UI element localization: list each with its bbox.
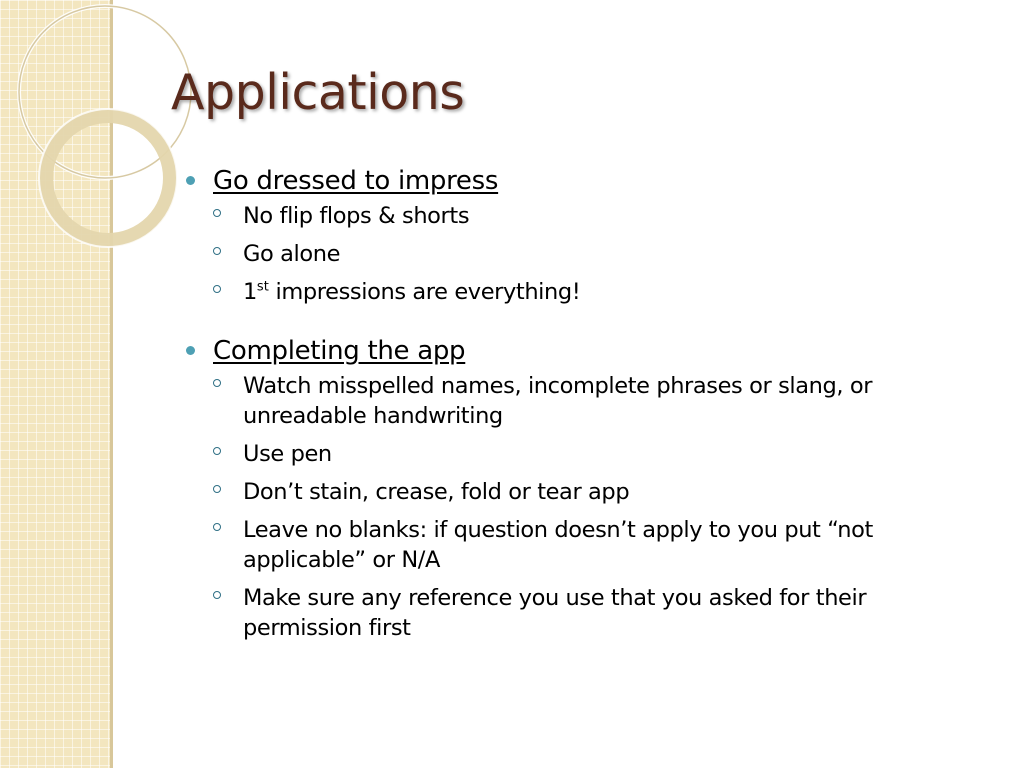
section-heading: Go dressed to impress bbox=[213, 166, 499, 196]
list-item-text: Use pen bbox=[243, 441, 332, 467]
ring-bullet-icon bbox=[213, 485, 221, 493]
ring-bullet-icon bbox=[213, 285, 221, 293]
section-completing bbox=[186, 333, 986, 643]
list-item bbox=[213, 371, 986, 431]
sub-list bbox=[213, 371, 986, 643]
ring-bullet-icon bbox=[213, 447, 221, 455]
bullet-list bbox=[186, 163, 986, 643]
list-item-text-rest: impressions are everything! bbox=[268, 279, 581, 305]
list-item bbox=[213, 277, 986, 307]
bullet-dot-icon bbox=[186, 346, 195, 355]
ordinal-number: 1 bbox=[243, 279, 257, 305]
list-item-text: Watch misspelled names, incomplete phrases or slang, or unreadable handwriting bbox=[243, 373, 873, 429]
list-item-text bbox=[243, 279, 580, 305]
list-item bbox=[213, 439, 986, 469]
ring-bullet-icon bbox=[213, 379, 221, 387]
list-item bbox=[213, 515, 986, 575]
ring-bullet-icon bbox=[213, 523, 221, 531]
list-item-text: No flip flops & shorts bbox=[243, 203, 470, 229]
list-item-text: Leave no blanks: if question doesn’t apply to you put “not applicable” or N/A bbox=[243, 517, 873, 573]
list-item bbox=[213, 239, 986, 269]
section-dress bbox=[186, 163, 986, 307]
list-item-text: Don’t stain, crease, fold or tear app bbox=[243, 479, 630, 505]
ring-bullet-icon bbox=[213, 247, 221, 255]
slide-title: Applications bbox=[171, 64, 465, 121]
ring-bullet-icon bbox=[213, 591, 221, 599]
slide-content bbox=[186, 163, 986, 669]
list-item bbox=[213, 477, 986, 507]
ring-bullet-icon bbox=[213, 209, 221, 217]
list-item bbox=[213, 583, 986, 643]
bullet-dot-icon bbox=[186, 176, 195, 185]
list-item-text: Go alone bbox=[243, 241, 341, 267]
sub-list bbox=[213, 201, 986, 307]
section-heading: Completing the app bbox=[213, 336, 466, 366]
ordinal-suffix: st bbox=[256, 279, 269, 295]
list-item-text: Make sure any reference you use that you asked for their permission first bbox=[243, 585, 867, 641]
list-item bbox=[213, 201, 986, 231]
